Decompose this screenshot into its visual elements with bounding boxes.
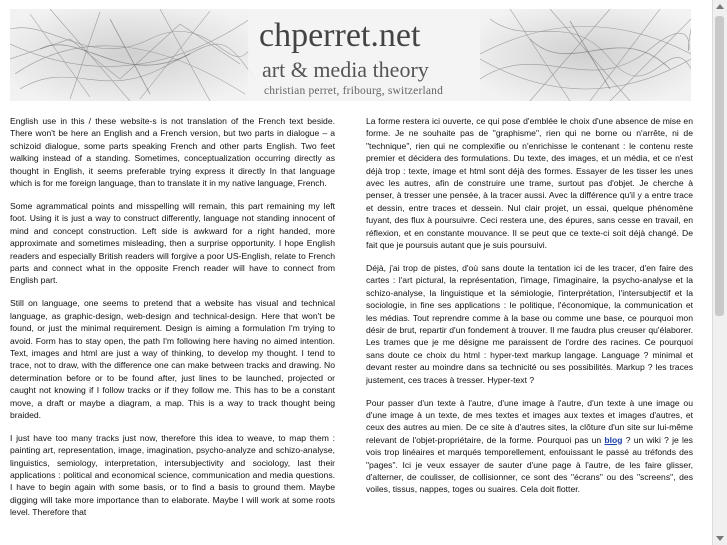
french-paragraph: Déjà, j'ai trop de pistes, d'où sans doute la tentation ici de les tracer, d'en faire des cartes : l'art pictural, la représentation, l'image, l'imaginaire, la psycho-analyse et la schizo-analyse, la linguistique et la sémiologie, l'interprétation, l'intersubjectif et la sociologie, in fine ses applications : le politique, l'économique, la communication et les médias. Tout reprendre comme à la base ou comme une base, ce pourquoi mon désir de brut, repartir d'un fondement à trouver. Il me faudra plus creuser qu'élaborer. Les trames que je me désigne me paraissent de l'ordre des racines. Ce pourquoi sans doute ce choix du html : hyper-text markup langage. Language ? minimal et devant rester au moindre dans sa technicité ou ses possibilités. Markup ? les traces justement, ces traces à tresser. Hyper-text ? <box>366 262 693 385</box>
site-title: chperret.net <box>259 17 421 54</box>
english-paragraph: Some agrammatical points and misspelling will remain, this part remaining my left foot. Using it is just a way to construct differently, language not standing innocent of mind and concept construction. Left side is awkward for a right handed, more approximate and sometimes misleading, then a surprise opportunity. I hope English readers and especially British readers will forgive a poor US-English, relate to French parts and connect what in the opposite French reader will have to connect from English part. <box>10 200 335 286</box>
french-paragraph-part: ? un wiki ? je les vois trop linéaires et marqués temporellement, enfouissant le passé au tréfonds des "pages". Ici je veux essayer de sauter d'une page à l'autre, de les faire glisser, d'alterner, de coulisser, de collisionner, ce sont des "écrans" ou des "screens", des voiles, tissus, nappes, toges ou suaires. Cela doit flotter. <box>366 434 693 495</box>
site-header-banner <box>10 9 691 101</box>
blog-link[interactable]: blog <box>604 434 623 445</box>
english-column <box>10 115 335 529</box>
english-paragraph: Still on language, one seems to pretend that a website has visual and technical language, as graphic-design, web-design and technical-design. Here that won't be found, or just the minimal requirement. Design is aiming a formulation I'm trying to avoid. Form has to stay open, the path I'm following here having no aimed intention. Text, images and html are just a way of thinking, to develop my thought. I tend to trace, not to draw, with the difference one can make between tracks and drawing. No determination before or to be found after, just lines to be launched, projected or caught not knowing if I follow tracks or if they follow me. This has to be a constant move, a draft or maybe a diagram, a map. This is a way to track thought being braided. <box>10 298 335 420</box>
site-subtitle: art & media theory <box>262 57 429 82</box>
french-paragraph: La forme restera ici ouverte, ce qui pose d'emblée le choix d'une absence de mise en forme. Je ne souhaite pas de "graphisme", rien qui ne borne ou n'arrête, ni de "technique", rien qui ne complexifie ou n'enrichisse le contenant : le contenu reste premier et décidera des formulations. Du texte, des images, et un média, et ce n'est déjà trop : texte, image et html sont déjà des formes. Essayer de les tisser les unes avec les autres, afin de construire une trame, surtout pas d'objet. Je cherche à penser, à tresser une pensée, à la tracer aussi. Avec la différence qu'il y a entre trace et dessin, entre traces et dessein. Nul clair projet, un essai, quelque phénomène fuyant, des flux à poursuivre. Ceci restera une, des épures, sans cesse en travail, en réflexion, et en constante mouvance. Il se peut que ce texte-ci soit déjà changé. De fait que je poursuis autant que je suis poursuivi. <box>366 116 693 251</box>
french-paragraph-with-link <box>366 397 693 496</box>
scroll-thumb[interactable] <box>715 16 724 316</box>
french-column <box>366 115 693 506</box>
scroll-down-arrow-icon[interactable] <box>716 536 724 541</box>
english-paragraph: I just have too many tracks just now, therefore this idea to weave, to map them : painting art, representation, image, imagination, psycho-analyze and schizo-analyse, linguistics, semiology, interpretation, intersubjectivity and sociology, last their applications : political and economical science, communication and media questions. I have to begin again with some basis, or to find a basis to ground them. Maybe digging will take more importance than to elaborate. Maybe I will work at some roots level. Therefore that <box>10 432 335 518</box>
site-tagline: christian perret, fribourg, switzerland <box>264 85 444 97</box>
french-paragraph-part: Pour passer d'un texte à l'autre, d'une image à l'autre, d'un texte à une image ou d'une image à un texte, de mes textes et images aux textes et images d'autres, et ceux des autres au mien. De ce site à d'autres sites, la clôture d'un site sur lui-même relevant de l'objet-propriétaire, de la forme. Pourquoi pas un <box>366 397 693 445</box>
english-paragraph: English use in this / these website-s is not translation of the French text beside. There won't be here an English and a French version, but two parts in dialogue – a schizoid dialogue, some parts speaking French and other parts English. Two feet walking instead of a standing. Sometimes, conceptualization occurring directly as thought in English, it seems preferable trying express it directly In that language which is for me foreign language, than to translate it in my native language, French. <box>10 116 335 189</box>
scroll-up-arrow-icon[interactable] <box>716 4 724 9</box>
vertical-scrollbar[interactable] <box>712 0 727 545</box>
